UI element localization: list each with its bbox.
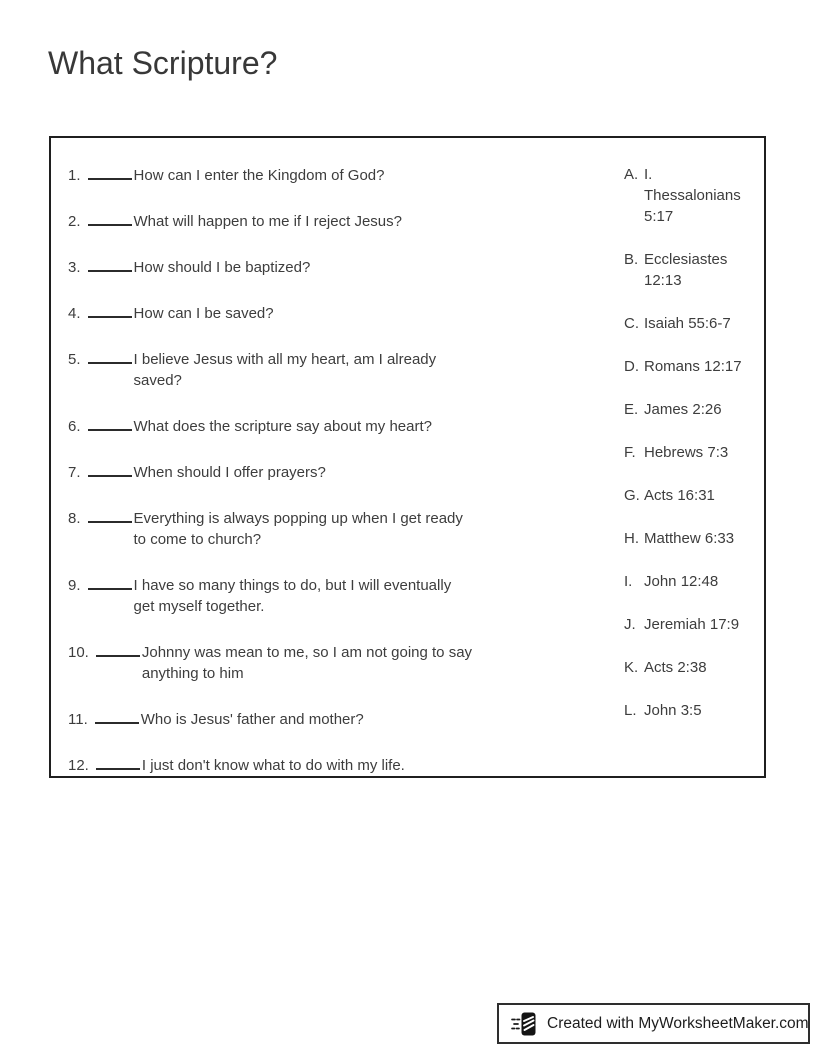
answer-item	[624, 700, 746, 721]
answer-item	[624, 657, 746, 678]
answer-blank-line	[88, 348, 132, 364]
credit-badge	[497, 1003, 810, 1044]
answer-letter: L.	[624, 702, 637, 719]
answer-blank-line	[88, 164, 132, 180]
answer-blank-line	[88, 574, 132, 590]
question-text: How can I be saved?	[133, 305, 274, 322]
question-text: Who is Jesus' father and mother?	[140, 711, 364, 728]
question-number: 4.	[68, 305, 81, 322]
answer-item	[624, 249, 746, 291]
worksheet-maker-logo-icon	[511, 1010, 539, 1038]
question-item	[68, 210, 468, 232]
answer-reference: I. Thessalonians 5:17	[644, 166, 741, 225]
answer-blank-line	[96, 754, 140, 770]
question-number: 2.	[68, 213, 81, 230]
answer-letter: H.	[624, 530, 639, 547]
answer-blank-line	[88, 461, 132, 477]
answer-reference: John 3:5	[644, 702, 702, 719]
answer-letter: I.	[624, 573, 633, 590]
question-number: 3.	[68, 259, 81, 276]
answers-list	[624, 164, 746, 776]
answer-blank-line	[96, 641, 140, 657]
answer-letter: E.	[624, 401, 639, 418]
question-number: 9.	[68, 577, 81, 594]
question-number: 10.	[68, 644, 89, 661]
question-text: I just don't know what to do with my life.	[141, 757, 405, 774]
question-item	[68, 302, 468, 324]
question-text: When should I offer prayers?	[133, 464, 326, 481]
answer-item	[624, 485, 746, 506]
answer-blank-line	[95, 708, 139, 724]
question-item	[68, 507, 468, 550]
question-text: Everything is always popping up when I get ready to come to church?	[133, 510, 463, 548]
question-item	[68, 641, 477, 684]
answer-blank-line	[88, 507, 132, 523]
question-item	[68, 574, 468, 617]
answer-reference: James 2:26	[644, 401, 722, 418]
answer-reference: Acts 16:31	[644, 487, 715, 504]
question-number: 1.	[68, 167, 81, 184]
question-item	[68, 164, 468, 186]
answer-letter: F.	[624, 444, 636, 461]
question-number: 7.	[68, 464, 81, 481]
question-text: What does the scripture say about my heart?	[133, 418, 432, 435]
question-item	[68, 348, 468, 391]
answer-item	[624, 164, 746, 227]
answer-reference: Isaiah 55:6-7	[644, 315, 731, 332]
answer-blank-line	[88, 210, 132, 226]
worksheet-panel	[49, 136, 766, 778]
answer-blank-line	[88, 415, 132, 431]
answer-blank-line	[88, 256, 132, 272]
question-text: What will happen to me if I reject Jesus?	[133, 213, 402, 230]
answer-item	[624, 356, 746, 377]
answer-item	[624, 528, 746, 549]
question-item	[68, 415, 468, 437]
question-number: 11.	[68, 711, 88, 728]
answer-reference: Ecclesiastes 12:13	[644, 251, 728, 289]
question-number: 8.	[68, 510, 81, 527]
answer-letter: B.	[624, 251, 639, 268]
question-text: I believe Jesus with all my heart, am I already saved?	[133, 351, 437, 389]
answer-letter: D.	[624, 358, 639, 375]
answer-reference: Acts 2:38	[644, 659, 707, 676]
answer-reference: Romans 12:17	[644, 358, 742, 375]
question-item	[68, 461, 468, 483]
answer-letter: A.	[624, 166, 639, 183]
credit-text: Created with MyWorksheetMaker.com	[547, 1014, 809, 1032]
answer-item	[624, 571, 746, 592]
question-text: Johnny was mean to me, so I am not going to say anything to him	[141, 644, 473, 682]
answer-letter: K.	[624, 659, 639, 676]
question-text: How can I enter the Kingdom of God?	[133, 167, 385, 184]
questions-list	[68, 164, 538, 776]
answer-item	[624, 313, 746, 334]
question-number: 5.	[68, 351, 81, 368]
answer-reference: John 12:48	[644, 573, 719, 590]
question-text: How should I be baptized?	[133, 259, 311, 276]
question-item	[68, 708, 477, 730]
answer-item	[624, 399, 746, 420]
answer-item	[624, 614, 746, 635]
answer-item	[624, 442, 746, 463]
answer-letter: G.	[624, 487, 640, 504]
question-item	[68, 256, 468, 278]
question-number: 12.	[68, 757, 89, 774]
page-title: What Scripture?	[48, 45, 278, 81]
question-number: 6.	[68, 418, 81, 435]
answer-blank-line	[88, 302, 132, 318]
question-item	[68, 754, 477, 776]
answer-letter: C.	[624, 315, 639, 332]
answer-letter: J.	[624, 616, 636, 633]
answer-reference: Hebrews 7:3	[644, 444, 729, 461]
answer-reference: Matthew 6:33	[644, 530, 735, 547]
answer-reference: Jeremiah 17:9	[644, 616, 740, 633]
question-text: I have so many things to do, but I will eventually get myself together.	[133, 577, 452, 615]
